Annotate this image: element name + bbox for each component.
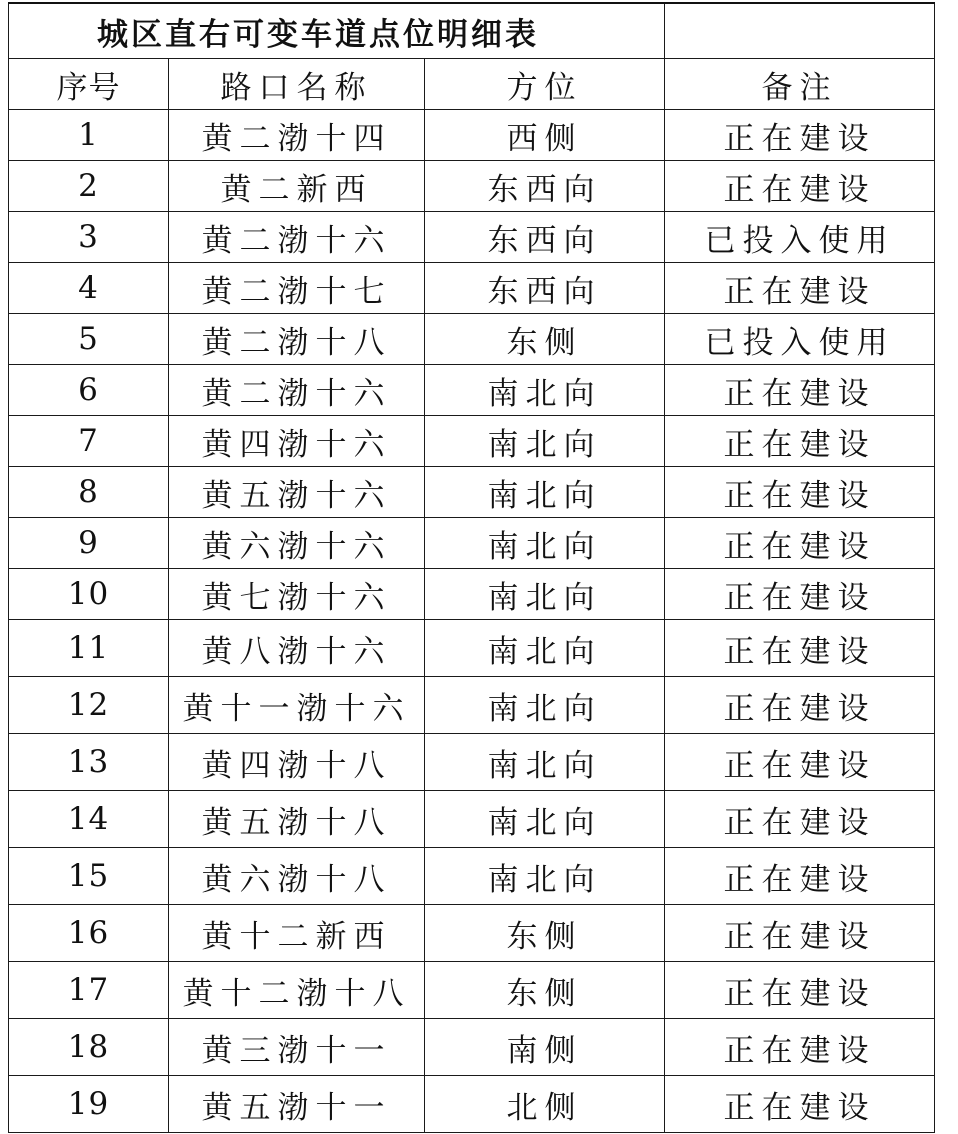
cell-remark: 正在建设	[665, 677, 935, 734]
cell-remark: 正在建设	[665, 791, 935, 848]
cell-intersection: 黄二渤十四	[169, 110, 425, 161]
cell-direction: 东侧	[425, 962, 665, 1019]
table-row	[9, 314, 935, 365]
cell-direction: 南北向	[425, 467, 665, 518]
table-row	[9, 212, 935, 263]
cell-remark: 正在建设	[665, 848, 935, 905]
header-remark: 备注	[665, 59, 935, 110]
cell-remark: 正在建设	[665, 365, 935, 416]
table-body	[9, 3, 935, 1133]
cell-intersection: 黄四渤十六	[169, 416, 425, 467]
cell-direction: 南北向	[425, 518, 665, 569]
cell-remark: 正在建设	[665, 569, 935, 620]
cell-index: 3	[9, 212, 169, 263]
table-row	[9, 677, 935, 734]
table-row	[9, 110, 935, 161]
table-row	[9, 620, 935, 677]
header-intersection: 路口名称	[169, 59, 425, 110]
cell-intersection: 黄十二新西	[169, 905, 425, 962]
cell-direction: 东侧	[425, 314, 665, 365]
cell-index: 15	[9, 848, 169, 905]
cell-direction: 南北向	[425, 734, 665, 791]
cell-direction: 西侧	[425, 110, 665, 161]
cell-index: 17	[9, 962, 169, 1019]
cell-index: 8	[9, 467, 169, 518]
cell-remark: 正在建设	[665, 518, 935, 569]
cell-intersection: 黄六渤十八	[169, 848, 425, 905]
cell-index: 10	[9, 569, 169, 620]
cell-intersection: 黄五渤十八	[169, 791, 425, 848]
cell-index: 12	[9, 677, 169, 734]
cell-index: 6	[9, 365, 169, 416]
cell-intersection: 黄二渤十六	[169, 212, 425, 263]
cell-direction: 南北向	[425, 569, 665, 620]
cell-remark: 正在建设	[665, 110, 935, 161]
cell-remark: 正在建设	[665, 467, 935, 518]
cell-remark: 已投入使用	[665, 314, 935, 365]
cell-index: 7	[9, 416, 169, 467]
cell-index: 9	[9, 518, 169, 569]
cell-index: 11	[9, 620, 169, 677]
cell-index: 5	[9, 314, 169, 365]
cell-direction: 南北向	[425, 677, 665, 734]
cell-direction: 东西向	[425, 263, 665, 314]
table-row	[9, 905, 935, 962]
cell-intersection: 黄二渤十六	[169, 365, 425, 416]
lane-points-table	[8, 2, 935, 1133]
table-row	[9, 962, 935, 1019]
cell-index: 14	[9, 791, 169, 848]
cell-remark: 正在建设	[665, 416, 935, 467]
cell-intersection: 黄八渤十六	[169, 620, 425, 677]
header-direction: 方位	[425, 59, 665, 110]
cell-remark: 正在建设	[665, 1019, 935, 1076]
cell-direction: 东西向	[425, 161, 665, 212]
cell-direction: 南侧	[425, 1019, 665, 1076]
cell-index: 4	[9, 263, 169, 314]
cell-direction: 南北向	[425, 620, 665, 677]
cell-remark: 正在建设	[665, 1076, 935, 1133]
table-row	[9, 1076, 935, 1133]
cell-remark: 正在建设	[665, 263, 935, 314]
table-row	[9, 1019, 935, 1076]
header-row	[9, 59, 935, 110]
cell-intersection: 黄十二渤十八	[169, 962, 425, 1019]
cell-intersection: 黄五渤十六	[169, 467, 425, 518]
cell-direction: 南北向	[425, 791, 665, 848]
cell-intersection: 黄七渤十六	[169, 569, 425, 620]
table-title: 城区直右可变车道点位明细表	[9, 3, 665, 59]
cell-index: 1	[9, 110, 169, 161]
cell-direction: 南北向	[425, 848, 665, 905]
cell-intersection: 黄六渤十六	[169, 518, 425, 569]
cell-remark: 已投入使用	[665, 212, 935, 263]
table-row	[9, 518, 935, 569]
cell-index: 16	[9, 905, 169, 962]
cell-intersection: 黄五渤十一	[169, 1076, 425, 1133]
cell-remark: 正在建设	[665, 620, 935, 677]
cell-direction: 东西向	[425, 212, 665, 263]
table-row	[9, 569, 935, 620]
cell-index: 19	[9, 1076, 169, 1133]
table-row	[9, 365, 935, 416]
table-row	[9, 263, 935, 314]
cell-index: 13	[9, 734, 169, 791]
cell-intersection: 黄十一渤十六	[169, 677, 425, 734]
table-row	[9, 161, 935, 212]
cell-intersection: 黄二新西	[169, 161, 425, 212]
table-row	[9, 416, 935, 467]
table-row	[9, 467, 935, 518]
cell-remark: 正在建设	[665, 962, 935, 1019]
cell-remark: 正在建设	[665, 161, 935, 212]
table-row	[9, 734, 935, 791]
cell-intersection: 黄三渤十一	[169, 1019, 425, 1076]
cell-index: 2	[9, 161, 169, 212]
document-sheet	[8, 2, 934, 1133]
cell-index: 18	[9, 1019, 169, 1076]
cell-direction: 东侧	[425, 905, 665, 962]
title-blank-cell	[665, 3, 935, 59]
cell-direction: 南北向	[425, 416, 665, 467]
cell-intersection: 黄四渤十八	[169, 734, 425, 791]
cell-intersection: 黄二渤十八	[169, 314, 425, 365]
cell-remark: 正在建设	[665, 734, 935, 791]
cell-direction: 南北向	[425, 365, 665, 416]
table-row	[9, 791, 935, 848]
table-row	[9, 848, 935, 905]
cell-intersection: 黄二渤十七	[169, 263, 425, 314]
header-index: 序号	[9, 59, 169, 110]
cell-remark: 正在建设	[665, 905, 935, 962]
title-row	[9, 3, 935, 59]
cell-direction: 北侧	[425, 1076, 665, 1133]
